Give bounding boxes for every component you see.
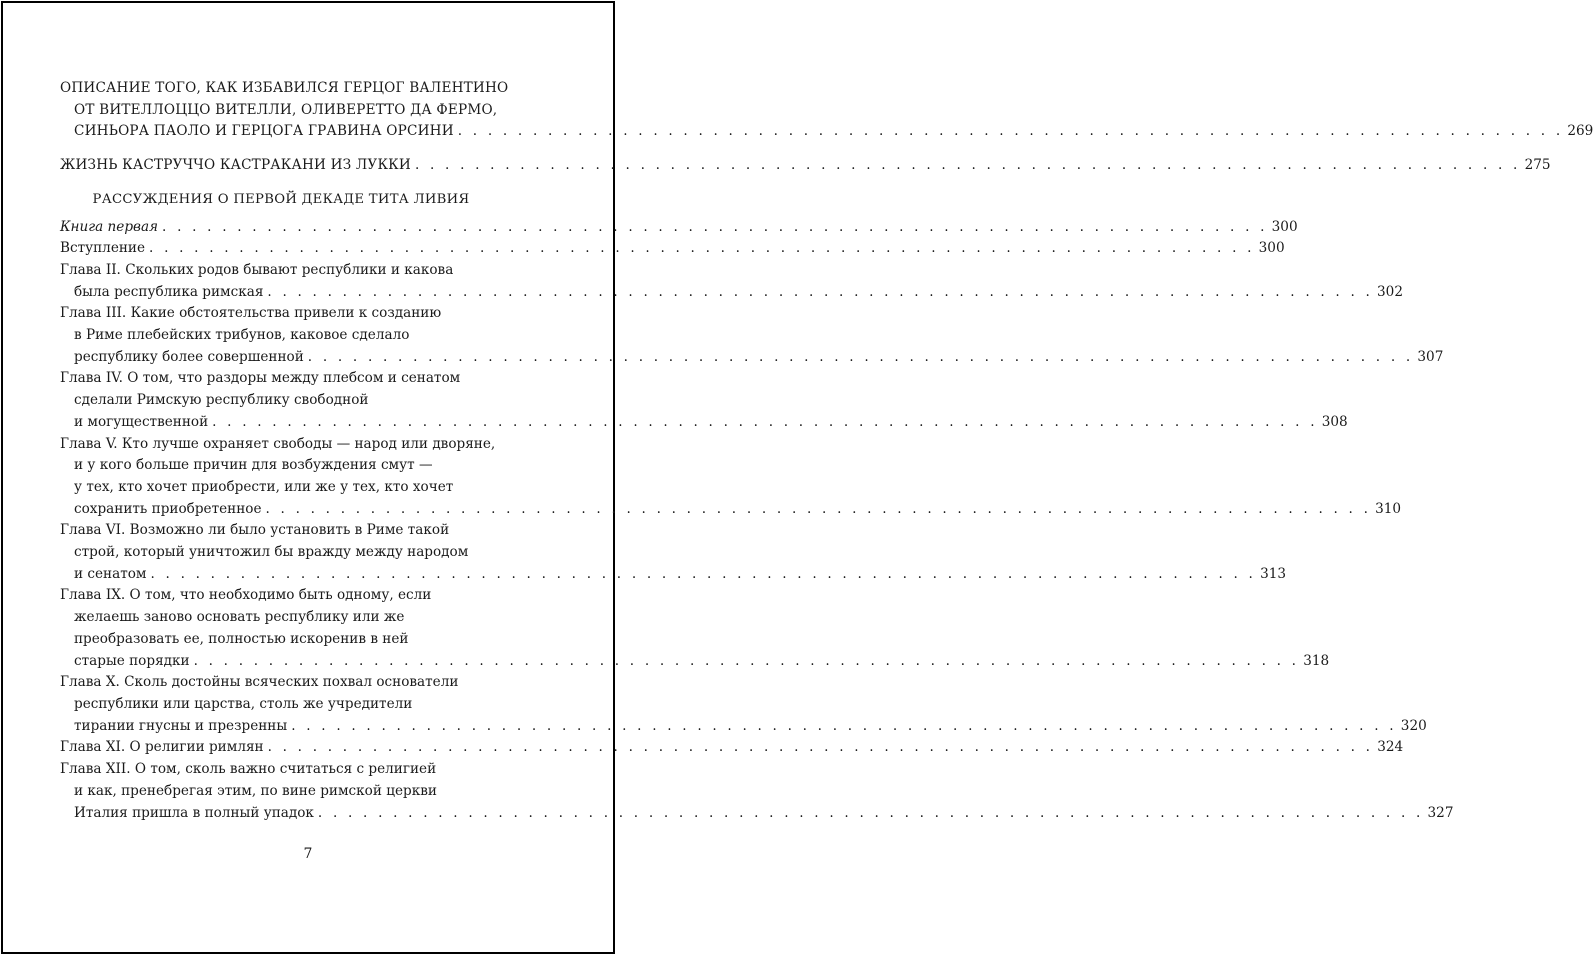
toc-page-ref: 324 <box>1377 739 1404 756</box>
toc-entry-line: в Риме плебейских трибунов, каковое сделало <box>74 327 410 344</box>
toc-entry-line: сделали Римскую республику свободной <box>74 392 369 409</box>
toc-leader-line <box>60 737 1404 759</box>
toc-page-ref: 300 <box>1271 218 1298 235</box>
toc-entry <box>60 78 1593 143</box>
toc-leader-dots: . . . . . . . . . . . . . . . . . . . . . . . . . . . . . . . . . . . . . . . . . . . . . . . . . . . . . . . . . . . . . . . . . . . . . . . . . . <box>317 804 1424 821</box>
toc-leader-dots: . . . . . . . . . . . . . . . . . . . . . . . . . . . . . . . . . . . . . . . . . . . . . . . . . . . . . . . . . . . . . . . . . . . . . . . . . . <box>149 240 1255 257</box>
toc-page-ref: 327 <box>1427 804 1454 821</box>
toc-entry-line: Глава III. Какие обстоятельства привели к созданию <box>60 305 442 322</box>
page-number: 7 <box>303 846 313 862</box>
toc-entry <box>60 303 1444 368</box>
toc-entry <box>60 520 1287 585</box>
toc-page-ref: 302 <box>1377 283 1403 300</box>
toc-entry-line: желаешь заново основать республику или же <box>74 609 405 626</box>
toc-entry-title: и могущественной <box>74 413 209 430</box>
toc-entry-line: преобразовать ее, полностью искоренив в ней <box>74 630 409 647</box>
toc-leader-line <box>60 121 1593 143</box>
toc-page-ref: 300 <box>1258 240 1285 257</box>
toc-entry <box>60 260 1403 303</box>
toc-entry-title: республику более совершенной <box>74 348 304 365</box>
toc-entry-title: тирании гнусны и презренны <box>74 717 288 734</box>
toc-leader-line <box>60 217 1298 239</box>
toc-entry-line: Глава XII. О том, сколь важно считаться с религией <box>60 761 437 778</box>
toc-leader-line <box>60 155 1551 177</box>
toc-entry-title: сохранить приобретенное <box>74 500 262 517</box>
toc-leader-line <box>60 347 1444 369</box>
toc-entry-title: Глава XI. О религии римлян <box>60 739 264 756</box>
toc-leader-line <box>60 803 1454 825</box>
toc-leader-dots: . . . . . . . . . . . . . . . . . . . . . . . . . . . . . . . . . . . . . . . . . . . . . . . . . . . . . . . . . . . . . . . . . . . . . . . . . . <box>267 739 1374 756</box>
toc-entry <box>60 737 1404 759</box>
table-of-contents <box>60 78 1593 824</box>
toc-leader-line <box>60 499 1402 521</box>
toc-leader-dots: . . . . . . . . . . . . . . . . . . . . . . . . . . . . . . . . . . . . . . . . . . . . . . . . . . . . . . . . . . . . . . . . . . . . . . . . . . <box>162 218 1268 235</box>
toc-leader-line <box>60 716 1427 738</box>
toc-entry <box>60 238 1285 260</box>
toc-entry <box>60 368 1348 433</box>
toc-entry <box>60 585 1330 672</box>
toc-entry-line: строй, который уничтожил бы вражду между народом <box>74 544 469 561</box>
toc-page-ref: 275 <box>1524 157 1551 174</box>
toc-page-ref: 269 <box>1567 123 1593 140</box>
toc-entry-line: республики или царства, столь же учредители <box>74 695 413 712</box>
toc-entry-line: Глава IX. О том, что необходимо быть одному, если <box>60 587 432 604</box>
toc-page-ref: 308 <box>1321 413 1348 430</box>
toc-page-ref: 310 <box>1375 500 1402 517</box>
toc-entry-line: ОПИСАНИЕ ТОГО, КАК ИЗБАВИЛСЯ ГЕРЦОГ ВАЛЕНТИНО <box>60 80 509 96</box>
toc-page-ref: 313 <box>1260 565 1287 582</box>
toc-leader-line <box>60 282 1403 304</box>
toc-entry <box>60 672 1427 737</box>
toc-page-ref: 307 <box>1417 348 1444 365</box>
toc-page-ref: 318 <box>1303 652 1330 669</box>
toc-leader-dots: . . . . . . . . . . . . . . . . . . . . . . . . . . . . . . . . . . . . . . . . . . . . . . . . . . . . . . . . . . . . . . . . . . . . . . . . . . <box>193 652 1300 669</box>
toc-entry-title: и сенатом <box>74 565 147 582</box>
toc-entry-line: и как, пренебрегая этим, по вине римской церкви <box>74 782 437 799</box>
toc-page-ref: 320 <box>1400 717 1427 734</box>
toc-entry-line: и у кого больше причин для возбуждения смут — <box>74 457 433 474</box>
toc-leader-dots: . . . . . . . . . . . . . . . . . . . . . . . . . . . . . . . . . . . . . . . . . . . . . . . . . . . . . . . . . . . . . . . . . . . . . . . . . . <box>291 717 1397 734</box>
toc-leader-dots: . . . . . . . . . . . . . . . . . . . . . . . . . . . . . . . . . . . . . . . . . . . . . . . . . . . . . . . . . . . . . . . . . . . . . . . . . . <box>267 283 1374 300</box>
toc-entry-line: Глава IV. О том, что раздоры между плебсом и сенатом <box>60 370 461 387</box>
section-title: РАССУЖДЕНИЯ О ПЕРВОЙ ДЕКАДЕ ТИТА ЛИВИЯ <box>92 191 470 207</box>
toc-entry-title: Книга первая <box>60 218 159 235</box>
toc-entry-line: Глава II. Скольких родов бывают республики и какова <box>60 261 454 278</box>
toc-entry <box>60 155 1551 177</box>
toc-entry-title: Италия пришла в полный упадок <box>74 804 314 821</box>
toc-entry-line: ОТ ВИТЕЛЛОЦЦО ВИТЕЛЛИ, ОЛИВЕРЕТТО ДА ФЕРМО, <box>74 101 498 118</box>
toc-entry-title: СИНЬОРА ПАОЛО И ГЕРЦОГА ГРАВИНА ОРСИНИ <box>74 123 454 140</box>
toc-leader-dots: . . . . . . . . . . . . . . . . . . . . . . . . . . . . . . . . . . . . . . . . . . . . . . . . . . . . . . . . . . . . . . . . . . . . . . . . . . <box>150 565 1257 582</box>
toc-leader-dots: . . . . . . . . . . . . . . . . . . . . . . . . . . . . . . . . . . . . . . . . . . . . . . . . . . . . . . . . . . . . . . . . . . . . . . . . . . <box>212 413 1318 430</box>
toc-entry-title: ЖИЗНЬ КАСТРУЧЧО КАСТРАКАНИ ИЗ ЛУККИ <box>60 157 411 174</box>
toc-entry-line: у тех, кто хочет приобрести, или же у тех, кто хочет <box>74 478 454 495</box>
toc-leader-dots: . . . . . . . . . . . . . . . . . . . . . . . . . . . . . . . . . . . . . . . . . . . . . . . . . . . . . . . . . . . . . . . . . . . . . . . . . . <box>307 348 1414 365</box>
toc-entry-line: Глава V. Кто лучше охраняет свободы — народ или дворяне, <box>60 435 496 452</box>
toc-leader-line <box>60 412 1348 434</box>
toc-entry-title: Вступление <box>60 240 146 257</box>
toc-entry-title: старые порядки <box>74 652 190 669</box>
toc-leader-dots: . . . . . . . . . . . . . . . . . . . . . . . . . . . . . . . . . . . . . . . . . . . . . . . . . . . . . . . . . . . . . . . . . . . . . . . . . . <box>265 500 1372 517</box>
toc-entry-line: Глава VI. Возможно ли было установить в Риме такой <box>60 522 450 539</box>
toc-leader-line <box>60 651 1330 673</box>
toc-leader-dots: . . . . . . . . . . . . . . . . . . . . . . . . . . . . . . . . . . . . . . . . . . . . . . . . . . . . . . . . . . . . . . . . . . . . . . . . . . <box>414 157 1521 174</box>
spacer <box>60 177 502 189</box>
toc-leader-line <box>60 238 1285 260</box>
toc-leader-line <box>60 564 1287 586</box>
spacer <box>60 143 502 155</box>
toc-entry <box>60 759 1454 824</box>
toc-entry-title: была республика римская <box>74 283 264 300</box>
toc-leader-dots: . . . . . . . . . . . . . . . . . . . . . . . . . . . . . . . . . . . . . . . . . . . . . . . . . . . . . . . . . . . . . . . . . . . . . . . . . . <box>457 123 1564 140</box>
toc-entry <box>60 434 1402 521</box>
toc-entry-line: Глава X. Сколь достойны всяческих похвал основатели <box>60 674 459 691</box>
